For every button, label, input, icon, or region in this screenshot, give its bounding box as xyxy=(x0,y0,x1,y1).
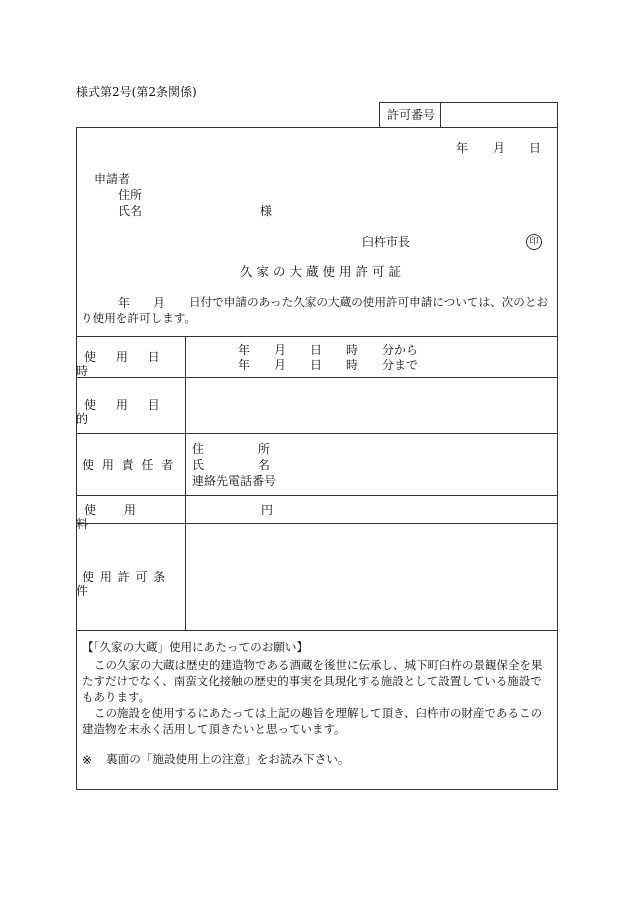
notice-heading: 【「久家の大蔵」使用にあたってのお願い】 xyxy=(82,640,309,654)
notice-para1-line3: もあります。 xyxy=(82,690,151,704)
notice-para1-line2: たすだけでなく、南蛮文化接触の歴史的事実を具現化する施設として設置している施設で xyxy=(82,674,542,688)
datetime-to-hour: 時 xyxy=(346,358,359,372)
datetime-from-month: 月 xyxy=(274,343,287,357)
row-label-conditions xyxy=(76,570,184,599)
datetime-to-month: 月 xyxy=(274,358,287,372)
date-month: 月 xyxy=(493,141,506,155)
row-label-text: 使 用 目 的 xyxy=(76,398,168,427)
document-title: 久家の大蔵使用許可証 xyxy=(240,264,406,279)
body-year: 年 xyxy=(118,296,131,310)
row-label-datetime xyxy=(76,350,184,379)
purpose-field[interactable] xyxy=(190,382,552,428)
body-line1: 日付で申請のあった久家の大蔵の使用許可申請については、次のとお xyxy=(189,295,549,309)
notice-para2-line2: 建造物を末永く活用して頂きたいと思っています。 xyxy=(82,722,346,736)
name-label: 氏名 xyxy=(118,204,143,218)
conditions-field[interactable] xyxy=(190,528,552,626)
row-label-fee xyxy=(76,503,184,532)
notice-para1-line1: この久家の大蔵は歴史的建造物である酒蔵を後世に伝承し、城下町臼杵の景観保全を果 xyxy=(94,658,543,672)
row-label-purpose xyxy=(76,398,184,427)
address-label: 住所 xyxy=(118,188,143,202)
seal-icon: 印 xyxy=(526,234,542,250)
responsible-address-label: 住 所 xyxy=(192,442,270,456)
datetime-from-hour: 時 xyxy=(346,343,359,357)
date-day: 日 xyxy=(529,141,542,155)
row-label-text: 使 用 許 可 条 件 xyxy=(76,570,167,599)
date-year: 年 xyxy=(456,141,469,155)
row-label-text: 使 用 料 xyxy=(76,503,148,532)
row-label-text: 使 用 日 時 xyxy=(76,350,168,379)
datetime-from-day: 日 xyxy=(310,343,323,357)
datetime-to-day: 日 xyxy=(310,358,323,372)
datetime-to-minute: 分まで xyxy=(382,358,419,372)
fee-unit: 円 xyxy=(261,503,274,517)
note-text: 裏面の「施設使用上の注意」をお読み下さい。 xyxy=(106,752,350,766)
notice-para2-line1: この施設を使用するにあたっては上記の趣旨を理解して頂き、臼杵市の財産であるこの xyxy=(94,706,543,720)
permit-number-label: 許可番号 xyxy=(387,108,436,122)
responsible-name-label: 氏 名 xyxy=(192,458,270,472)
form-number: 様式第2号(第2条関係) xyxy=(76,85,197,99)
body-month: 月 xyxy=(153,296,166,310)
datetime-from-minute: 分から xyxy=(382,343,419,357)
issuer-name: 臼杵市長 xyxy=(362,235,411,249)
body-line2: り使用を許可します。 xyxy=(81,311,197,325)
row-label-responsible xyxy=(76,458,184,472)
applicant-label: 申請者 xyxy=(94,172,131,186)
note-mark: ※ xyxy=(82,753,93,767)
responsible-phone-label: 連絡先電話番号 xyxy=(192,474,277,488)
datetime-to-year: 年 xyxy=(238,358,251,372)
permit-number-field[interactable] xyxy=(446,108,552,124)
honorific: 様 xyxy=(260,204,273,218)
row-label-text: 使 用 責 任 者 xyxy=(82,458,176,472)
datetime-from-year: 年 xyxy=(238,343,251,357)
